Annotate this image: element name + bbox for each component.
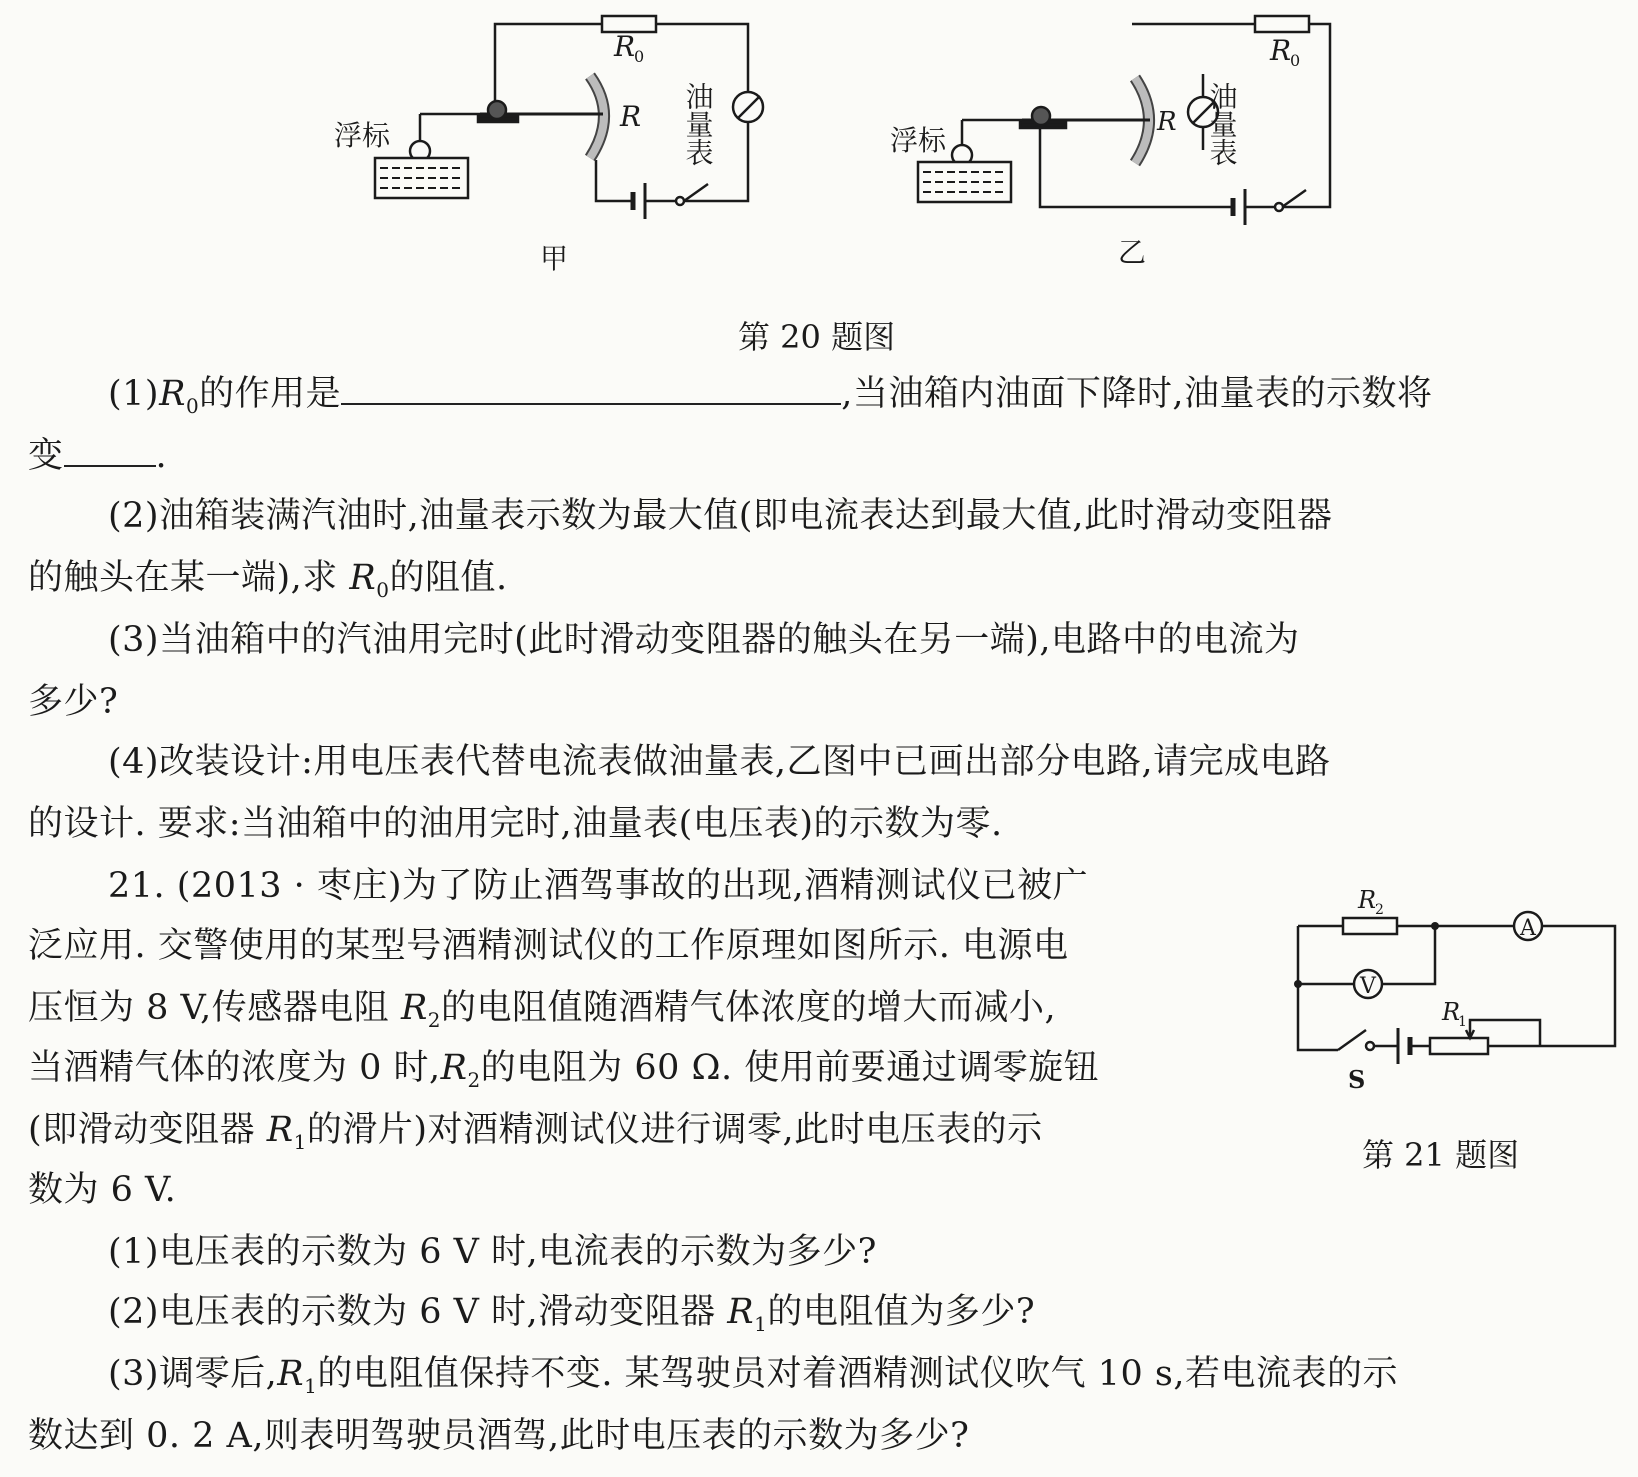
resistor-r2 <box>1343 918 1397 934</box>
label-meter-jia: 油量表 <box>681 82 715 166</box>
q21-line-1: 21. (2013 · 枣庄)为了防止酒驾事故的出现,酒精测试仪已被广 <box>108 866 1089 906</box>
q21-p3-sub: 1 <box>304 1374 318 1398</box>
label-r0-yi-sub: 0 <box>1290 51 1301 70</box>
q21-l4-sub: 2 <box>467 1068 481 1092</box>
q20-p2-line-a: (2)油箱装满汽油时,油量表示数为最大值(即电流表达到最大值,此时滑动变阻器 <box>108 496 1333 536</box>
label-r2: R <box>1358 886 1377 914</box>
label-float-yi: 浮标 <box>890 124 947 157</box>
q21-p1: (1)电压表的示数为 6 V 时,电流表的示数为多少? <box>108 1232 877 1272</box>
q21-p2-sub: 1 <box>754 1312 768 1336</box>
q20-p3-line-b: 多少? <box>28 682 119 722</box>
q21-p2-pre: (2)电压表的示数为 6 V 时,滑动变阻器 <box>108 1292 728 1332</box>
q20-p1-line-b <box>28 434 167 478</box>
q21-line-3 <box>28 986 1056 1034</box>
q20-p2-b-post: 的阻值. <box>389 558 508 598</box>
label-float-jia: 浮标 <box>334 119 391 152</box>
label-jia: 甲 <box>540 242 569 275</box>
q20-p1-var: R <box>159 374 186 414</box>
circuit-yi <box>918 16 1330 225</box>
label-r-yi: R <box>1157 107 1177 137</box>
q20-p1-mid: 的作用是 <box>199 374 342 414</box>
q20-p2-line-b <box>28 556 508 604</box>
q20-p1-b-post: . <box>155 436 168 476</box>
label-r1: R <box>1442 998 1461 1026</box>
label-meter-yi: 油量表 <box>1205 82 1239 166</box>
q21-l5-pre: (即滑动变阻器 <box>28 1110 267 1150</box>
q21-l3-post: 的电阻值随酒精气体浓度的增大而减小, <box>441 988 1057 1028</box>
figure-20-caption: 第 20 题图 <box>738 318 896 356</box>
label-r2-sub: 2 <box>1375 902 1384 918</box>
q21-p2-post: 的电阻值为多少? <box>767 1292 1036 1332</box>
label-ammeter: A <box>1520 916 1536 941</box>
figure-21-caption: 第 21 题图 <box>1362 1136 1520 1174</box>
figure-20-circuits <box>0 0 1638 300</box>
answer-blank-meter-change[interactable] <box>64 435 156 467</box>
q21-line-2: 泛应用. 交警使用的某型号酒精测试仪的工作原理如图所示. 电源电 <box>28 926 1069 966</box>
label-r-jia: R <box>620 100 642 133</box>
q21-p3-pre: (3)调零后, <box>108 1354 278 1394</box>
q20-p2-b-pre: 的触头在某一端),求 <box>28 558 350 598</box>
q20-p1-line-a <box>108 372 1432 420</box>
label-r1-sub: 1 <box>1458 1014 1467 1030</box>
q21-l5-var: R <box>266 1110 294 1150</box>
q20-p1-sub: 0 <box>185 394 200 418</box>
q21-l3-var: R <box>400 988 428 1028</box>
q21-p3-var: R <box>277 1354 305 1394</box>
q20-p4-line-b: 的设计. 要求:当油箱中的油用完时,油量表(电压表)的示数为零. <box>28 804 1003 844</box>
label-yi: 乙 <box>1118 236 1147 269</box>
q20-p1-b-pre: 变 <box>28 436 64 476</box>
q21-line-6: 数为 6 V. <box>28 1170 177 1210</box>
q20-p4-line-a: (4)改装设计:用电压表代替电流表做油量表,乙图中已画出部分电路,请完成电路 <box>108 742 1331 782</box>
q21-p3-line-b: 数达到 0. 2 A,则表明驾驶员酒驾,此时电压表的示数为多少? <box>28 1416 970 1456</box>
q21-p3-line-a <box>108 1352 1398 1400</box>
label-r0-jia: R <box>614 30 636 63</box>
resistor-r0-yi <box>1255 16 1309 32</box>
q21-l3-sub: 2 <box>427 1008 442 1032</box>
label-voltmeter: V <box>1360 974 1376 999</box>
q21-l5-post: 的滑片)对酒精测试仪进行调零,此时电压表的示 <box>306 1110 1043 1150</box>
q20-p2-var: R <box>349 558 377 598</box>
q21-line-4 <box>28 1046 1099 1094</box>
figure-21-circuit <box>1280 880 1620 1100</box>
q21-p2-var: R <box>727 1292 755 1332</box>
q21-p3-post: 的电阻值保持不变. 某驾驶员对着酒精测试仪吹气 10 s,若电流表的示 <box>317 1354 1398 1394</box>
label-r0-yi: R <box>1270 34 1292 67</box>
label-switch: S <box>1348 1065 1366 1094</box>
q21-l4-post: 的电阻为 60 Ω. 使用前要通过调零旋钮 <box>480 1048 1100 1088</box>
q21-p2 <box>108 1290 1035 1338</box>
q20-p1-post: ,当油箱内油面下降时,油量表的示数将 <box>841 374 1433 414</box>
resistor-r1 <box>1430 1038 1488 1054</box>
answer-blank-r0-role[interactable] <box>341 373 841 405</box>
q20-p2-sub: 0 <box>376 578 390 602</box>
label-r0-jia-sub: 0 <box>634 47 645 66</box>
q21-l4-var: R <box>440 1048 468 1088</box>
q21-l5-sub: 1 <box>293 1130 307 1154</box>
q20-p3-line-a: (3)当油箱中的汽油用完时(此时滑动变阻器的触头在另一端),电路中的电流为 <box>108 620 1300 660</box>
q20-p1-num: (1) <box>108 374 160 414</box>
q21-l4-pre: 当酒精气体的浓度为 0 时, <box>28 1048 441 1088</box>
q21-line-5 <box>28 1108 1043 1156</box>
q21-l3-pre: 压恒为 8 V,传感器电阻 <box>28 988 401 1028</box>
